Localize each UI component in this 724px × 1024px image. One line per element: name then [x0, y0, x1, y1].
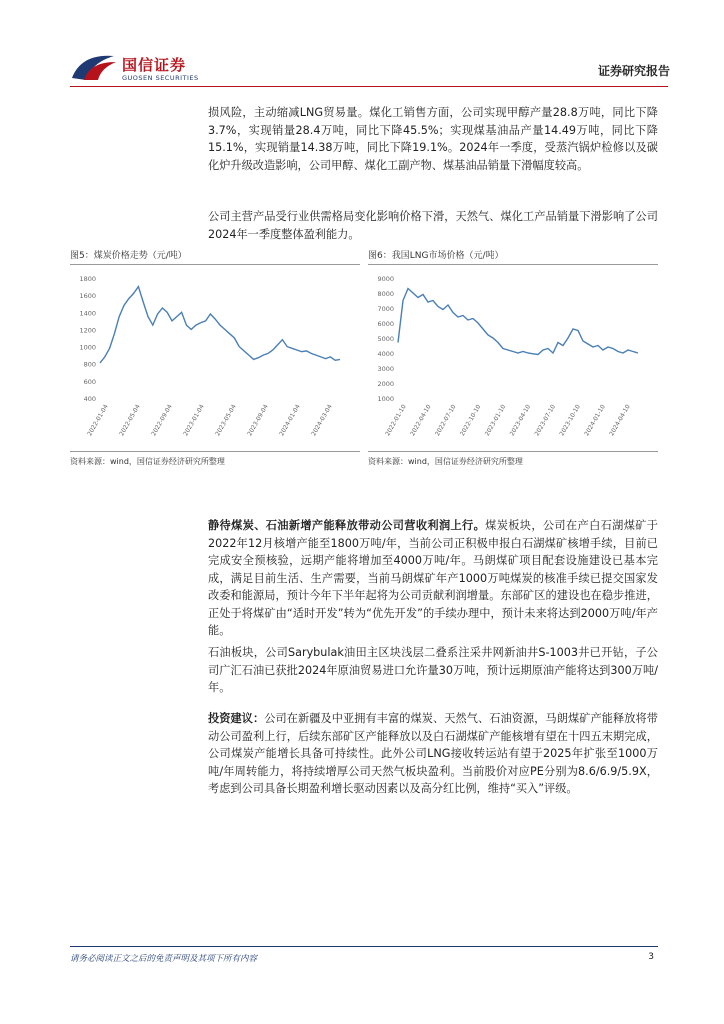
x-tick-label: 2024-03-04: [310, 403, 334, 438]
x-tick-label: 2023-01-04: [182, 403, 206, 438]
x-tick-label: 2023-07-10: [533, 403, 558, 438]
paragraph-price-impact: 公司主营产品受行业供需格局变化影响价格下滑，天然气、煤化工产品销量下滑影响了公司2024年一季度整体盈利能力。: [208, 210, 658, 241]
chart-foot-rule: [70, 451, 360, 452]
x-tick-label: 2024-01-10: [583, 403, 607, 438]
logo-text-en: GUOSEN SECURITIES: [122, 74, 199, 82]
chart-title: 图6：我国LNG市场价格（元/吨）: [368, 251, 504, 261]
x-tick-label: 2023-05-04: [214, 403, 238, 438]
x-tick-label: 2022-01-04: [86, 403, 110, 438]
x-tick-label: 2022-09-04: [150, 403, 174, 438]
report-type-label: 证券研究报告: [597, 64, 670, 78]
x-tick-label: 2022-01-10: [384, 403, 408, 438]
chart-foot-rule: [368, 451, 658, 452]
chart-plot: [368, 268, 658, 448]
y-tick-label: 1000: [79, 343, 96, 352]
y-tick-label: 1800: [79, 275, 96, 283]
x-tick-label: 2023-01-10: [483, 403, 508, 438]
guosen-logo: [70, 50, 210, 90]
y-tick-label: 5000: [377, 335, 394, 343]
paragraph-heading: 投资建议：: [208, 712, 265, 725]
chart-title-rule: [70, 264, 360, 265]
y-tick-label: 8000: [377, 290, 394, 298]
x-tick-label: 2023-10-10: [558, 403, 582, 438]
chart-coal-price: [70, 248, 360, 466]
y-tick-label: 1600: [79, 292, 96, 301]
y-tick-label: 4000: [377, 350, 394, 358]
y-tick-label: 3000: [377, 365, 394, 373]
page-header: [70, 50, 670, 90]
paragraph-investment-advice: [208, 710, 658, 798]
paragraph-body: 公司在新疆及中亚拥有丰富的煤炭、天然气、石油资源，马朗煤矿产能释放将带动公司盈利上行，后续东部矿区产能释放以及白石湖煤矿产能核增有望在十四五末期完成，公司煤炭产能增长具备可持续性。此外公司LNG接收转运站有望于2025年扩张至1000万吨/年周转能力，将持续增厚公司天然气板块盈利。当前股价对应PE分别为8.6/6.9/5.9X，考虑到公司具备长期盈利增长驱动因素以及高分红比例，维持“买入”评级。: [208, 712, 658, 795]
x-tick-label: 2022-07-10: [434, 403, 458, 438]
chart-source: 资料来源：wind，国信证券经济研究所整理: [70, 457, 225, 466]
x-tick-label: 2022-10-10: [458, 403, 483, 438]
paragraph-coal-oil-growth: [208, 517, 658, 640]
y-tick-label: 600: [83, 377, 96, 386]
x-tick-label: 2022-05-04: [118, 403, 142, 438]
guosen-logo-icon: [70, 52, 118, 82]
y-tick-label: 1200: [79, 326, 96, 335]
y-tick-label: 1000: [377, 395, 394, 403]
footer-disclaimer: 请务必阅读正文之后的免责声明及其项下所有内容: [70, 954, 258, 964]
x-tick-label: 2023-04-10: [508, 403, 533, 438]
y-tick-label: 6000: [377, 320, 394, 328]
logo-text-cn: 国信证券: [122, 56, 187, 74]
x-tick-label: 2024-01-04: [278, 403, 302, 438]
footer-divider: [70, 946, 658, 947]
x-tick-label: 2024-04-10: [608, 403, 632, 438]
x-tick-label: 2023-09-04: [246, 403, 270, 438]
chart-title-rule: [368, 264, 658, 265]
y-tick-label: 7000: [377, 305, 394, 313]
price-series-line: [100, 287, 340, 363]
price-series-line: [398, 289, 638, 355]
header-divider: [70, 86, 668, 87]
y-tick-label: 1400: [79, 309, 96, 318]
paragraph-oil-segment: 石油板块，公司Sarybulak油田主区块浅层二叠系注采井网新油井S-1003井已开钻，子公司广汇石油已获批2024年原油贸易进口允许量30万吨，预计远期原油产能将达到300万吨/年。: [208, 646, 658, 694]
chart-title: 图5：煤炭价格走势（元/吨）: [70, 251, 187, 261]
chart-lng-price: [368, 248, 658, 466]
paragraph-heading: 静待煤炭、石油新增产能释放带动公司营收利润上行。: [208, 519, 486, 532]
chart-plot: [70, 268, 360, 448]
x-tick-label: 2022-04-10: [409, 403, 433, 438]
y-tick-label: 2000: [377, 380, 394, 388]
page-number: 3: [648, 952, 654, 962]
y-tick-label: 400: [83, 395, 96, 403]
paragraph-body: 煤炭板块，公司在产白石湖煤矿于2022年12月核增产能至1800万吨/年，当前公司正积极申报白石湖煤矿核增手续，目前已完成安全预核验，远期产能将增加至4000万吨/年。马朗煤矿项目配套设施建设已基本完成，满足目前生活、生产需要，当前马朗煤矿年产1000万吨煤炭的核准手续已提交国家发改委和能源局，预计今年下半年起将为公司贡献利润增量。东部矿区的建设也在稳步推进，正处于将煤矿由“适时开发”转为“优先开发”的手续办理中，预计未来将达到2000万吨/年产能。: [208, 519, 658, 637]
y-tick-label: 9000: [377, 275, 394, 283]
chart-source: 资料来源：wind，国信证券经济研究所整理: [368, 457, 523, 466]
paragraph-lng-coal-chem: 损风险，主动缩减LNG贸易量。煤化工销售方面，公司实现甲醇产量28.8万吨，同比下降3.7%，实现销量28.4万吨，同比下降45.5%；实现煤基油品产量14.49万吨，同比下降15.1%，实现销量14.38万吨，同比下降19.1%。2024年一季度，受蒸汽锅炉检修以及碳化炉升级改造影响，公司甲醇、煤化工副产物、煤基油品销量下滑幅度较高。: [208, 106, 658, 172]
y-tick-label: 800: [83, 360, 96, 369]
